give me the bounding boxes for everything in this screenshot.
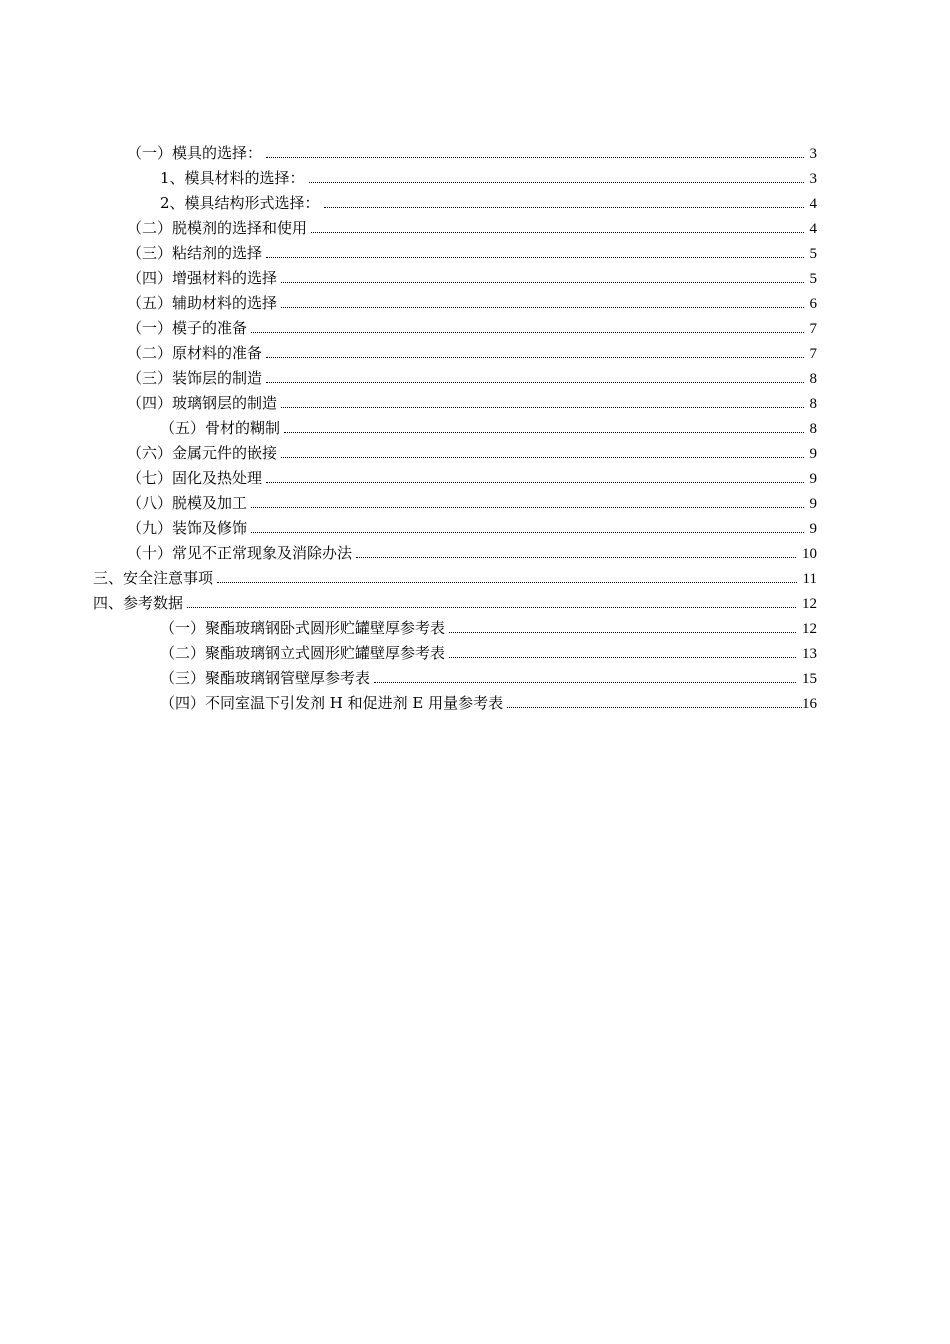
toc-entry-title: （九）装饰及修饰	[127, 519, 248, 537]
toc-entry-title: （一）模子的准备	[127, 319, 248, 337]
toc-entry[interactable]	[93, 591, 817, 616]
toc-entry-title: （十）常见不正常现象及消除办法	[127, 544, 353, 562]
toc-entry[interactable]	[93, 566, 817, 591]
toc-dot-leader	[281, 406, 803, 408]
toc-entry[interactable]	[160, 166, 817, 191]
toc-entry[interactable]	[127, 491, 817, 516]
toc-entry-page: 9	[809, 521, 817, 537]
toc-entry[interactable]	[160, 191, 817, 216]
toc-entry-title: 1、模具材料的选择：	[160, 169, 305, 187]
toc-dot-leader	[284, 431, 803, 433]
toc-entry-title: （三）聚酯玻璃钢管壁厚参考表	[160, 669, 371, 687]
toc-entry[interactable]	[127, 316, 817, 341]
toc-entry-page: 7	[809, 346, 817, 362]
toc-entry-page: 12	[802, 621, 817, 637]
toc-entry-page: 5	[809, 271, 817, 287]
toc-entry-title: （七）固化及热处理	[127, 469, 263, 487]
toc-entry-title: （三）粘结剂的选择	[127, 244, 263, 262]
toc-entry-title: （二）原材料的准备	[127, 344, 263, 362]
toc-entry-page: 7	[809, 321, 817, 337]
toc-entry[interactable]	[127, 266, 817, 291]
toc-entry-title: （八）脱模及加工	[127, 494, 248, 512]
toc-dot-leader	[266, 356, 803, 358]
toc-dot-leader	[251, 331, 803, 333]
toc-entry-page: 16	[802, 696, 817, 712]
toc-entry-page: 3	[809, 171, 817, 187]
toc-dot-leader	[266, 481, 803, 483]
toc-dot-leader	[266, 156, 803, 158]
toc-entry-title: （四）玻璃钢层的制造	[127, 394, 278, 412]
toc-dot-leader	[251, 506, 803, 508]
toc-dot-leader	[449, 631, 796, 633]
toc-dot-leader	[507, 706, 802, 708]
toc-entry[interactable]	[160, 616, 817, 641]
toc-entry-title: 三、安全注意事项	[93, 569, 214, 587]
toc-entry-page: 8	[809, 396, 817, 412]
toc-entry-page: 9	[809, 496, 817, 512]
toc-dot-leader	[187, 606, 796, 608]
toc-entry[interactable]	[127, 441, 817, 466]
toc-entry-page: 5	[809, 246, 817, 262]
toc-entry-page: 3	[809, 146, 817, 162]
toc-entry-title: （五）辅助材料的选择	[127, 294, 278, 312]
toc-entry-title: （二）脱模剂的选择和使用	[127, 219, 308, 237]
toc-entry-page: 6	[809, 296, 817, 312]
toc-dot-leader	[281, 306, 803, 308]
toc-entry-title: （二）聚酯玻璃钢立式圆形贮罐壁厚参考表	[160, 644, 446, 662]
toc-entry-title: 2、模具结构形式选择：	[160, 194, 320, 212]
toc-entry[interactable]	[127, 466, 817, 491]
toc-entry-title: （五）骨材的糊制	[160, 419, 281, 437]
toc-entry-page: 12	[802, 596, 817, 612]
toc-entry-title: （六）金属元件的嵌接	[127, 444, 278, 462]
toc-entry-page: 13	[802, 646, 817, 662]
toc-entry-page: 9	[809, 471, 817, 487]
toc-entry-page: 4	[809, 221, 817, 237]
toc-dot-leader	[266, 381, 803, 383]
toc-entry-page: 9	[809, 446, 817, 462]
toc-entry-title: （一）模具的选择：	[127, 144, 263, 162]
toc-entry-page: 10	[802, 546, 817, 562]
toc-entry[interactable]	[160, 691, 817, 716]
toc-entry[interactable]	[127, 216, 817, 241]
toc-entry[interactable]	[127, 366, 817, 391]
toc-dot-leader	[281, 281, 803, 283]
toc-dot-leader	[324, 206, 804, 208]
toc-entry[interactable]	[127, 516, 817, 541]
toc-entry-page: 4	[809, 196, 817, 212]
toc-dot-leader	[356, 556, 796, 558]
toc-dot-leader	[266, 256, 803, 258]
toc-entry[interactable]	[127, 241, 817, 266]
toc-dot-leader	[251, 531, 803, 533]
toc-entry-title: 四、参考数据	[93, 594, 184, 612]
toc-dot-leader	[374, 681, 796, 683]
toc-dot-leader	[311, 231, 803, 233]
toc-entry-page: 15	[802, 671, 817, 687]
toc-entry[interactable]	[160, 641, 817, 666]
toc-dot-leader	[449, 656, 796, 658]
toc-entry-title: （一）聚酯玻璃钢卧式圆形贮罐壁厚参考表	[160, 619, 446, 637]
toc-entry-title: （四）不同室温下引发剂 H 和促进剂 E 用量参考表	[160, 694, 504, 712]
toc-entry-page: 8	[809, 421, 817, 437]
toc-entry[interactable]	[127, 341, 817, 366]
toc-entry-page: 8	[809, 371, 817, 387]
toc-entry[interactable]	[160, 666, 817, 691]
toc-dot-leader	[281, 456, 803, 458]
toc-entry[interactable]	[127, 291, 817, 316]
toc-entry[interactable]	[127, 391, 817, 416]
toc-entry[interactable]	[127, 141, 817, 166]
toc-entry-page: 11	[802, 571, 817, 587]
toc-entry[interactable]	[160, 416, 817, 441]
toc-entry-title: （三）装饰层的制造	[127, 369, 263, 387]
toc-entry-title: （四）增强材料的选择	[127, 269, 278, 287]
toc-entry[interactable]	[127, 541, 817, 566]
toc-dot-leader	[309, 181, 804, 183]
toc-dot-leader	[217, 581, 797, 583]
